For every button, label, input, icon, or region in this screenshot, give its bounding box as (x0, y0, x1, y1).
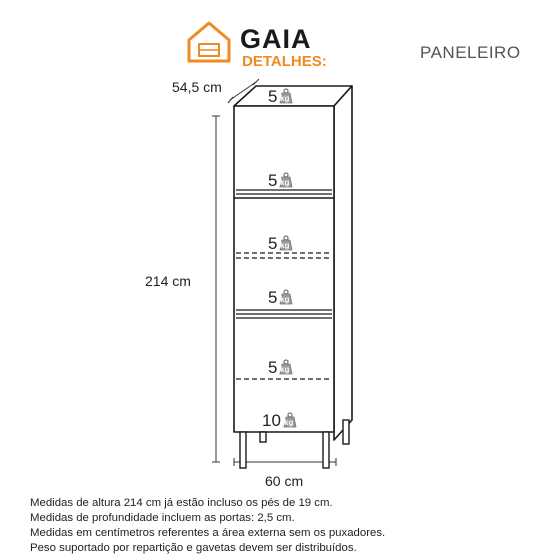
weight-value: 5 (268, 234, 278, 253)
cabinet-side (334, 86, 352, 440)
note-line: Medidas em centímetros referentes a área externa sem os puxadores. (30, 527, 386, 539)
weight-unit: kg (280, 94, 290, 103)
note-line: Peso suportado por repartição e gavetas devem ser distribuídos. (30, 542, 357, 554)
product-category: PANELEIRO (420, 43, 521, 62)
note-line: Medidas de profundidade incluem as portas: 2,5 cm. (30, 512, 295, 524)
note-line: Medidas de altura 214 cm já estão incluso os pés de 19 cm. (30, 497, 333, 509)
weight-marker (268, 88, 308, 108)
leg-back-left (260, 432, 266, 442)
weight-unit: kg (280, 295, 290, 304)
weight-value: 5 (268, 288, 278, 307)
weight-unit: kg (284, 418, 294, 427)
weight-marker (262, 412, 308, 432)
weight-marker (268, 359, 308, 379)
leg-back-right (343, 420, 349, 444)
weight-unit: kg (280, 178, 290, 187)
leg-front-right (323, 432, 329, 468)
brand-subtitle: DETALHES: (242, 53, 327, 70)
weight-value: 10 (262, 411, 281, 430)
weight-marker (268, 235, 308, 255)
weight-value: 5 (268, 87, 278, 106)
brand-name: GAIA (240, 24, 312, 54)
width-label: 60 cm (265, 473, 304, 489)
height-label: 214 cm (145, 273, 191, 289)
depth-label: 54,5 cm (172, 79, 222, 95)
weight-unit: kg (280, 241, 290, 250)
weight-marker (268, 172, 308, 192)
weight-value: 5 (268, 358, 278, 377)
notes (30, 496, 550, 556)
weight-unit: kg (280, 365, 290, 374)
leg-front-left (240, 432, 246, 468)
weight-value: 5 (268, 171, 278, 190)
weight-marker (268, 289, 308, 309)
cabinet-front (234, 106, 334, 432)
